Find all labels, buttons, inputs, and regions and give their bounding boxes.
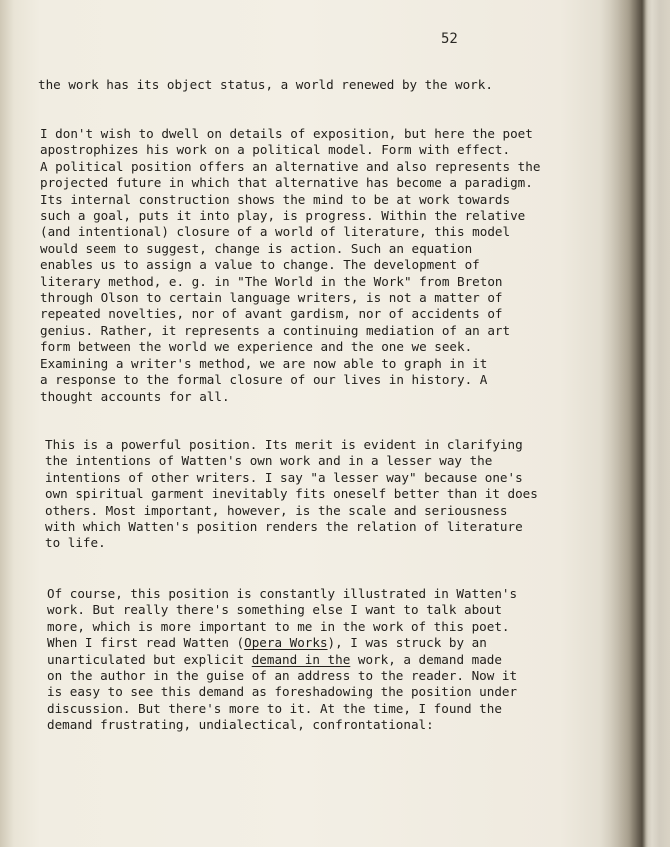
text-line: such a goal, puts it into play, is progress. Within the relative [40, 208, 526, 224]
text-line: through Olson to certain language writers, is not a matter of [40, 290, 503, 306]
text-line: Of course, this position is constantly illustrated in Watten's [47, 586, 518, 601]
text-line-with-underlined-phrase: unarticulated but explicit demand in the work, a demand made [47, 651, 502, 667]
text-line: a response to the formal closure of our lives in history. A [40, 372, 488, 388]
text-line: literary method, e. g. in "The World in the Work" from Breton [40, 273, 503, 289]
paragraph-1 [38, 77, 493, 93]
text-line: apostrophizes his work on a political model. Form with effect. [40, 142, 511, 158]
text-line: the intentions of Watten's own work and in a lesser way the [45, 453, 493, 469]
text-line: projected future in which that alternative has become a paradigm. [40, 175, 533, 191]
text-line: others. Most important, however, is the scale and seriousness [45, 502, 508, 518]
paragraph-3 [45, 437, 538, 552]
text-line-with-underlined-title: When I first read Watten (Opera Works), I was struck by an [47, 635, 487, 651]
paragraph-4 [47, 586, 517, 734]
text-line: is easy to see this demand as foreshadowing the position under [47, 684, 518, 700]
paragraph-2 [40, 126, 540, 405]
text-line: Its internal construction shows the mind to be at work towards [40, 191, 511, 207]
text-line: I don't wish to dwell on details of exposition, but here the poet [40, 126, 533, 141]
text-line: intentions of other writers. I say "a lesser way" because one's [45, 469, 523, 485]
text-line: with which Watten's position renders the relation of literature [45, 519, 523, 535]
text-line: more, which is more important to me in the work of this poet. [47, 618, 510, 634]
text-line: This is a powerful position. Its merit is evident in clarifying [45, 437, 523, 452]
text-line: own spiritual garment inevitably fits oneself better than it does [45, 486, 538, 502]
text-line: genius. Rather, it represents a continuing mediation of an art [40, 322, 511, 338]
text-line: A political position offers an alternative and also represents the [40, 158, 541, 174]
text-line: (and intentional) closure of a world of literature, this model [40, 224, 511, 240]
underlined-phrase: demand in the [251, 651, 351, 667]
underlined-phrase: Opera Works [244, 635, 328, 651]
book-spine-shadow [610, 0, 670, 847]
text-line: thought accounts for all. [40, 388, 230, 404]
text-line: the work has its object status, a world renewed by the work. [38, 77, 493, 92]
text-line: to life. [45, 535, 106, 551]
text-line: demand frustrating, undialectical, confrontational: [47, 717, 434, 733]
text-line: would seem to suggest, change is action. Such an equation [40, 240, 473, 256]
page-number: 52 [441, 31, 458, 47]
text-line: repeated novelties, nor of avant gardism, nor of accidents of [40, 306, 503, 322]
text-line: on the author in the guise of an address to the reader. Now it [47, 668, 518, 684]
text-line: enables us to assign a value to change. The development of [40, 257, 480, 273]
text-line: work. But really there's something else I want to talk about [47, 602, 502, 618]
text-line: Examining a writer's method, we are now able to graph in it [40, 355, 488, 371]
text-line: form between the world we experience and the one we seek. [40, 339, 473, 355]
text-line: discussion. But there's more to it. At the time, I found the [47, 700, 502, 716]
